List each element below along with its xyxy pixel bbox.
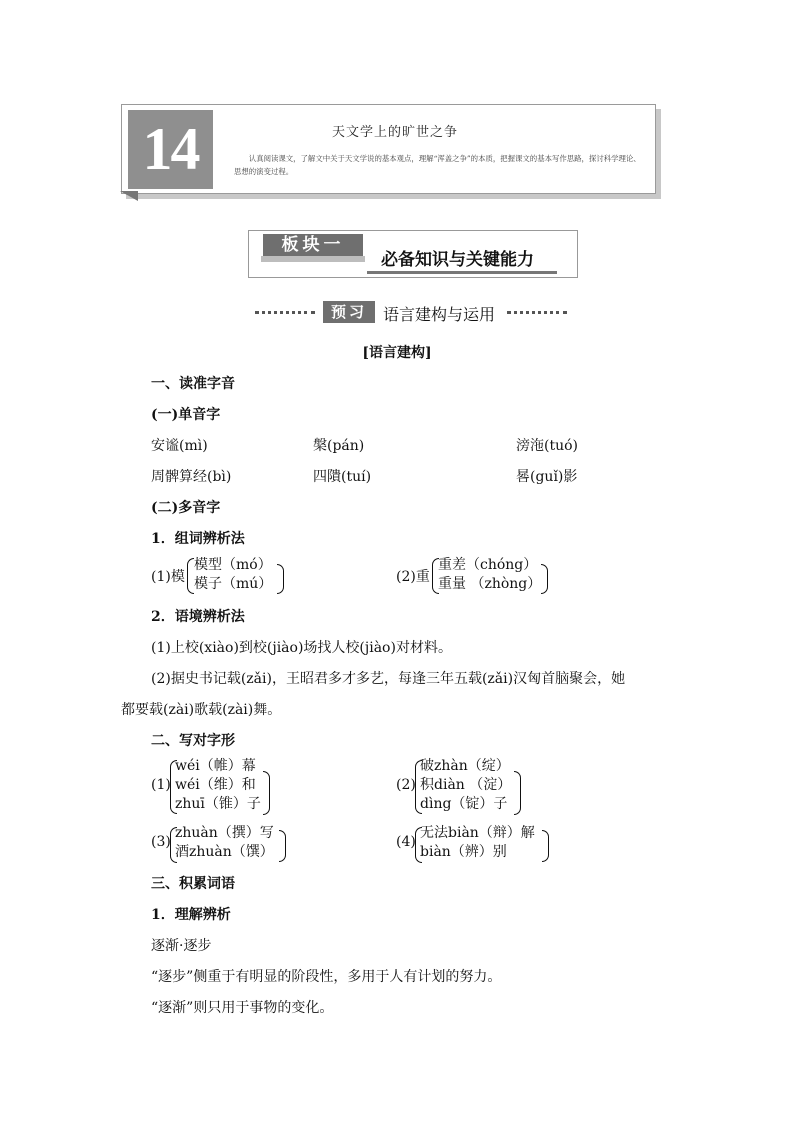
single-char-item: 槃(pán) xyxy=(313,438,365,454)
group-lead: (1) xyxy=(151,777,171,793)
brace-group-mo xyxy=(151,556,291,596)
single-char-item: 周髀算经(bì) xyxy=(151,469,232,485)
subsection-header xyxy=(255,301,567,323)
explanation-1: “逐步”侧重于有明显的阶段性，多用于人有计划的努力。 xyxy=(151,969,502,985)
brace-group-zhong xyxy=(396,556,556,596)
banner-tag: 板块一 xyxy=(263,234,363,256)
group-item: biàn（辨）别 xyxy=(420,844,507,860)
group-lead: (2)重 xyxy=(396,569,430,585)
banner-underline xyxy=(367,271,557,274)
single-char-item: 滂沲(tuó) xyxy=(516,438,578,454)
part1-sub1: (一)单音字 xyxy=(151,407,221,423)
left-brace xyxy=(187,558,194,594)
group-item: 重量 （zhòng） xyxy=(438,576,542,592)
part1-sub2: (二)多音字 xyxy=(151,500,221,516)
group-item: zhuàn（撰）写 xyxy=(175,825,274,841)
group-item: 模型（mó） xyxy=(194,557,272,573)
single-char-item: 晷(guǐ)影 xyxy=(516,469,578,485)
right-bracket xyxy=(541,564,548,594)
part1-heading: 一、读准字音 xyxy=(151,376,235,392)
group-item: 破zhàn（绽） xyxy=(420,758,510,774)
context-sentence-2: (2)据史书记载(zǎi)，王昭君多才多艺，每逢三年五载(zǎi)汉匈首脑聚会，她 xyxy=(151,671,626,687)
part3-sub1: 1．理解辨析 xyxy=(151,907,231,923)
group-lead: (3) xyxy=(151,834,171,850)
dotted-divider-right xyxy=(507,311,567,314)
group-item: zhuī（锥）子 xyxy=(175,796,261,812)
group-item: 重差（chóng） xyxy=(438,557,538,573)
brace-group-1 xyxy=(151,757,281,817)
group-item: wéi（帷）幕 xyxy=(175,758,256,774)
lesson-title: 天文学上的旷世之争 xyxy=(332,125,459,140)
subsection-label: 预习 xyxy=(323,301,375,323)
group-lead: (4) xyxy=(396,834,416,850)
method2-heading: 2．语境辨析法 xyxy=(151,609,245,625)
right-bracket xyxy=(279,830,286,862)
group-lead: (2) xyxy=(396,777,416,793)
group-item: 无法biàn（辩）解 xyxy=(420,825,535,841)
group-item: wéi（维）和 xyxy=(175,777,256,793)
context-sentence-1: (1)上校(xiào)到校(jiào)场找人校(jiào)对材料。 xyxy=(151,640,452,656)
group-lead: (1)模 xyxy=(151,569,185,585)
part2-heading: 二、写对字形 xyxy=(151,733,235,749)
method1-heading: 1．组词辨析法 xyxy=(151,531,245,547)
right-bracket xyxy=(277,564,284,594)
section-banner xyxy=(248,230,578,278)
right-bracket xyxy=(542,830,549,862)
dotted-divider-left xyxy=(255,311,315,314)
right-bracket xyxy=(514,771,521,815)
single-char-item: 安谧(mì) xyxy=(151,438,208,454)
lesson-intro: 认真阅读课文，了解文中关于天文学说的基本观点，理解“浑盖之争”的本质，把握课文的基本写作思路，探讨科学理论、思想的演变过程。 xyxy=(234,154,641,176)
single-char-item: 四隤(tuí) xyxy=(313,469,372,485)
brace-group-2 xyxy=(396,757,531,817)
section-title: [语言建构] xyxy=(362,345,432,361)
banner-heading: 必备知识与关键能力 xyxy=(381,250,534,270)
subsection-text: 语言建构与运用 xyxy=(383,305,496,324)
lesson-number: 14 xyxy=(128,110,213,189)
brace-group-3 xyxy=(151,824,291,864)
card-fold-decoration xyxy=(120,191,138,201)
context-sentence-2-cont: 都要载(zài)歌载(zài)舞。 xyxy=(121,702,282,718)
group-item: 模子（mú） xyxy=(194,576,273,592)
right-bracket xyxy=(263,771,270,815)
word-pair: 逐渐·逐步 xyxy=(151,938,212,954)
banner-tag-shadow xyxy=(261,256,365,262)
group-item: 积diàn （淀） xyxy=(420,777,512,793)
brace-group-4 xyxy=(396,824,556,864)
group-item: dìng（锭）子 xyxy=(420,796,508,812)
part3-heading: 三、积累词语 xyxy=(151,876,235,892)
group-item: 酒zhuàn（馔） xyxy=(175,844,274,860)
explanation-2: “逐渐”则只用于事物的变化。 xyxy=(151,1000,334,1016)
lesson-header-card xyxy=(121,104,656,194)
